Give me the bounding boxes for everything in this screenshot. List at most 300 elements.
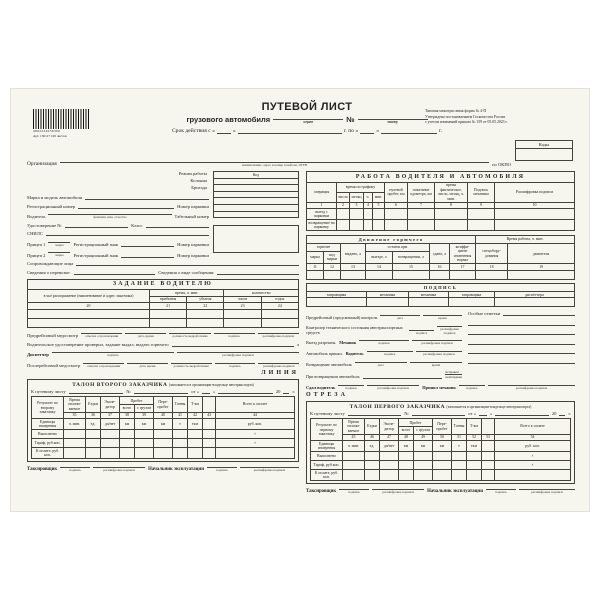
fuel-cell[interactable] bbox=[341, 270, 366, 279]
exit-allowed-label: Выезд разрешен. bbox=[306, 340, 337, 346]
pay-cell[interactable] bbox=[120, 448, 135, 459]
talon2-month-field[interactable] bbox=[218, 391, 273, 394]
rate-cell[interactable] bbox=[452, 461, 467, 470]
done-cell[interactable] bbox=[86, 430, 101, 439]
talon1-month-field[interactable] bbox=[495, 413, 549, 416]
col-dispatcher: диспетчера bbox=[495, 292, 575, 298]
post-med-sign-field[interactable] bbox=[215, 361, 256, 368]
work-cell[interactable] bbox=[385, 209, 408, 220]
done-cell[interactable] bbox=[120, 430, 135, 439]
unit-cell: руб. коп. bbox=[216, 419, 295, 430]
pre-med-position-field[interactable] bbox=[169, 331, 210, 338]
done-cell[interactable] bbox=[467, 452, 482, 461]
talon1-year-label: 20 bbox=[551, 411, 557, 417]
pay-cell[interactable] bbox=[380, 470, 399, 481]
class-label: Класс bbox=[131, 222, 143, 228]
pre-med-mark-field[interactable] bbox=[81, 331, 122, 338]
work-cell[interactable] bbox=[364, 220, 373, 231]
col-pay: Всего к оплате bbox=[495, 419, 571, 434]
rate-cell[interactable] bbox=[64, 439, 86, 448]
kod-table bbox=[213, 171, 299, 218]
rate-cell[interactable] bbox=[399, 461, 414, 470]
rate-cell[interactable] bbox=[173, 439, 188, 448]
fuel-cell[interactable] bbox=[508, 270, 575, 279]
work-cell[interactable] bbox=[364, 209, 373, 220]
task-sub-hours: часов bbox=[224, 296, 261, 302]
col-num: 23 bbox=[224, 303, 261, 309]
kod-cell[interactable] bbox=[214, 204, 299, 211]
controller-label: Контролер технического состояния автотранспортных средств bbox=[306, 324, 403, 335]
on-return-field[interactable] bbox=[363, 376, 443, 379]
done-cell[interactable] bbox=[64, 430, 86, 439]
col-tkm: Т-км bbox=[188, 397, 203, 412]
subtitle-label: грузового автомобиля bbox=[186, 115, 271, 124]
done-cell[interactable] bbox=[188, 430, 203, 439]
pre-med-date-field[interactable] bbox=[125, 331, 166, 338]
validity-day-to-field[interactable] bbox=[360, 131, 374, 134]
pay-cell[interactable] bbox=[467, 470, 482, 481]
trailer2-brand-field[interactable] bbox=[48, 250, 70, 257]
work-cell[interactable] bbox=[385, 220, 408, 231]
talon1-sheet-field[interactable] bbox=[348, 413, 402, 416]
talon-first-customer bbox=[306, 401, 575, 484]
work-cell[interactable] bbox=[373, 220, 385, 231]
accepted-dec-field[interactable] bbox=[416, 349, 462, 356]
notes-field[interactable] bbox=[503, 313, 575, 316]
col-returned: сдано, л bbox=[430, 244, 450, 264]
pay-cell[interactable] bbox=[101, 448, 120, 459]
task-cell[interactable] bbox=[149, 309, 186, 318]
driver-caption: фамилия, имя, отчество bbox=[93, 215, 127, 220]
sig-cell[interactable] bbox=[367, 298, 409, 307]
unit-cell: ед. bbox=[365, 441, 380, 452]
fuel-table bbox=[306, 235, 575, 280]
transport-info-field[interactable] bbox=[74, 272, 156, 275]
post-med-dec-field[interactable] bbox=[258, 361, 299, 368]
pay-cell[interactable] bbox=[188, 448, 203, 459]
done-cell[interactable] bbox=[482, 452, 495, 461]
fuel-cell[interactable] bbox=[307, 270, 324, 279]
col-exp: Экспе- дитор bbox=[101, 397, 120, 412]
done-cell[interactable] bbox=[154, 430, 173, 439]
col-num: 5 bbox=[373, 202, 385, 208]
talon2-day-field[interactable] bbox=[202, 391, 210, 394]
row-units-label: Единицы измерения bbox=[311, 441, 343, 452]
snils-field[interactable] bbox=[46, 233, 209, 236]
col-num: 43 bbox=[203, 412, 216, 418]
not-ok-option[interactable]: неисправен bbox=[445, 375, 463, 380]
work-cell[interactable] bbox=[495, 220, 575, 231]
chief-label: Начальник эксплуатации bbox=[427, 489, 483, 495]
done-cell[interactable] bbox=[433, 452, 452, 461]
unit-cell: ч. мин. bbox=[343, 441, 365, 452]
fuel-cell[interactable] bbox=[450, 270, 476, 279]
pay-cell[interactable] bbox=[203, 448, 216, 459]
sublabel-sign: подпись bbox=[345, 385, 357, 390]
task-cell[interactable] bbox=[187, 309, 224, 318]
tab-number-label: Табельный номер bbox=[174, 214, 209, 220]
work-cell[interactable] bbox=[468, 220, 495, 231]
work-cell[interactable] bbox=[495, 209, 575, 220]
rate-cell[interactable] bbox=[433, 461, 452, 470]
pay-cell[interactable] bbox=[399, 470, 414, 481]
row-pay-label: К оплате, руб. коп. bbox=[32, 448, 64, 459]
fuel-cell[interactable] bbox=[366, 270, 393, 279]
sig-cell[interactable] bbox=[495, 298, 575, 307]
task-cell[interactable] bbox=[261, 318, 298, 327]
done-cell[interactable] bbox=[343, 452, 365, 461]
cut-line-label-left: ЛИНИЯ bbox=[261, 369, 299, 376]
escort-field[interactable] bbox=[76, 263, 299, 266]
rate-cell[interactable] bbox=[154, 439, 173, 448]
pay-cell[interactable] bbox=[216, 448, 295, 459]
pay-cell[interactable] bbox=[482, 470, 495, 481]
col-num: 47 bbox=[380, 434, 399, 440]
special-notes-label: Особые отметки bbox=[468, 311, 501, 317]
controller-sign-field[interactable] bbox=[409, 328, 434, 335]
controller-dec-field[interactable] bbox=[437, 324, 462, 335]
barcode-digits: 4602224056390 bbox=[33, 129, 61, 133]
col-tons: Тонны bbox=[173, 397, 188, 412]
notes-line[interactable] bbox=[468, 354, 575, 364]
pay-cell[interactable] bbox=[433, 470, 452, 481]
work-cell[interactable] bbox=[373, 209, 385, 220]
validity-day-from-field[interactable] bbox=[217, 131, 231, 134]
fuel-cell[interactable] bbox=[324, 270, 341, 279]
unit-cell: км bbox=[154, 419, 173, 430]
exit-dec-field[interactable] bbox=[412, 338, 462, 345]
col-run-total: всего bbox=[399, 427, 414, 435]
accepted-driver-label: Водитель bbox=[345, 351, 364, 357]
col-num: 37 bbox=[101, 412, 120, 418]
unit-cell: км bbox=[433, 441, 452, 452]
fuel-cell[interactable] bbox=[393, 270, 430, 279]
kod-cell[interactable] bbox=[214, 178, 299, 185]
rate-cell[interactable] bbox=[101, 439, 120, 448]
talon1-note: (заполняется в организации-владельце автотранспорта) bbox=[446, 404, 532, 409]
pay-cell[interactable] bbox=[452, 470, 467, 481]
done-cell[interactable] bbox=[101, 430, 120, 439]
kod-cell[interactable] bbox=[214, 198, 299, 205]
exit-sign-field[interactable] bbox=[359, 338, 409, 345]
sig-cell[interactable] bbox=[307, 298, 367, 307]
done-cell[interactable] bbox=[380, 452, 399, 461]
done-cell[interactable] bbox=[365, 452, 380, 461]
sub-brand-code: код марки bbox=[324, 251, 341, 264]
work-cell[interactable] bbox=[408, 220, 435, 231]
pre-control-time-field[interactable] bbox=[423, 313, 462, 320]
sublabel-position: должность медработника bbox=[173, 363, 209, 368]
task-sub-rides: ездок bbox=[261, 296, 298, 302]
notes-line[interactable] bbox=[468, 316, 575, 326]
talon2-table bbox=[31, 396, 295, 459]
task-cell[interactable] bbox=[224, 318, 261, 327]
rate-cell[interactable] bbox=[120, 439, 135, 448]
talon2-year-field[interactable] bbox=[283, 391, 289, 394]
sublabel-dec: расшифровка подписи bbox=[421, 341, 453, 346]
chief-dec-field[interactable] bbox=[240, 465, 299, 472]
work-cell[interactable] bbox=[350, 220, 364, 231]
rate-cell[interactable] bbox=[482, 461, 495, 470]
unit-cell: руб. коп. bbox=[495, 441, 571, 452]
reg-znak1-field[interactable] bbox=[121, 244, 174, 247]
condition-choice[interactable] bbox=[445, 370, 462, 379]
special-notes-block bbox=[468, 309, 575, 379]
number-caption: номер bbox=[387, 119, 398, 124]
task-cell[interactable] bbox=[28, 309, 150, 318]
sublabel-position: должность медработника bbox=[172, 334, 208, 339]
rate-cell[interactable] bbox=[203, 439, 216, 448]
col-time: Время оплачи- ваемое bbox=[64, 397, 86, 412]
return-time-field[interactable] bbox=[410, 360, 462, 367]
ok-option[interactable]: исправен bbox=[445, 370, 462, 375]
rate-cell[interactable] bbox=[365, 461, 380, 470]
taksir-sign-field[interactable] bbox=[60, 465, 90, 472]
task-col-customer: в чье распоряжение (наименование и адрес заказчика) bbox=[28, 290, 150, 303]
task-cell[interactable] bbox=[261, 309, 298, 318]
col-num: 45 bbox=[343, 434, 365, 440]
kod-cell[interactable] bbox=[214, 185, 299, 192]
col-num: 40 bbox=[154, 412, 173, 418]
fuel-give-field[interactable] bbox=[172, 344, 294, 347]
sig-cell[interactable] bbox=[449, 298, 495, 307]
rate-cell[interactable] bbox=[135, 439, 154, 448]
sublabel-dec: расшифровка подписи bbox=[262, 363, 295, 368]
car-model-label: Марка и модель автомобиля bbox=[27, 195, 83, 201]
work-table bbox=[306, 171, 575, 231]
notes-line[interactable] bbox=[468, 326, 575, 336]
col-num: 44 bbox=[216, 412, 295, 418]
fuel-cell[interactable] bbox=[430, 270, 450, 279]
row-return-label: возвращение на парковку bbox=[308, 220, 335, 230]
col-spec: спецобору- дования bbox=[476, 244, 508, 264]
form-type-line: Типовая межотраслевая форма № 4-П bbox=[425, 109, 487, 113]
done-cell[interactable] bbox=[173, 430, 188, 439]
chief-sign-field[interactable] bbox=[486, 487, 516, 494]
form-approval-note bbox=[425, 109, 573, 126]
mode-label: Режим работы bbox=[178, 171, 207, 176]
rate-cell[interactable] bbox=[86, 439, 101, 448]
pay-cell[interactable] bbox=[414, 470, 433, 481]
sublabel-dec: расшифровка подписи bbox=[377, 385, 409, 390]
kod-cell[interactable] bbox=[214, 211, 299, 218]
reg-number-field[interactable] bbox=[78, 206, 174, 209]
task-cell[interactable] bbox=[224, 309, 261, 318]
work-cell[interactable] bbox=[408, 209, 435, 220]
dispatcher-dec-field[interactable] bbox=[177, 350, 299, 357]
talon1-g-label: г. bbox=[568, 411, 571, 417]
reg-number-label: Регистрационный номер bbox=[27, 203, 76, 209]
pre-med-sign-field[interactable] bbox=[214, 331, 255, 338]
validity-text-1: Срок действия с « bbox=[171, 128, 215, 134]
talon1-title: ТАЛОН ПЕРВОГО ЗАКАЗЧИКА bbox=[349, 403, 446, 410]
okpo-code-cell[interactable] bbox=[516, 149, 572, 160]
talon1-day-field[interactable] bbox=[479, 413, 487, 416]
took-sign-field[interactable] bbox=[459, 383, 485, 390]
col-run-loaded: с грузом bbox=[135, 405, 154, 413]
unit-cell: ед. bbox=[86, 419, 101, 430]
talon-second-customer bbox=[27, 379, 299, 462]
talon1-to-label: К путевому листу bbox=[310, 411, 345, 417]
exit-mechanic-label: Механик bbox=[339, 340, 357, 346]
took-dec-field[interactable] bbox=[488, 383, 575, 390]
rate-cell[interactable] bbox=[188, 439, 203, 448]
transport-info-label: Сведения о перевозке: bbox=[27, 269, 71, 275]
task-cell[interactable] bbox=[149, 318, 186, 327]
dispatcher-label: Диспетчер bbox=[27, 352, 49, 358]
col-num: 36 bbox=[86, 412, 101, 418]
pay-cell[interactable] bbox=[365, 470, 380, 481]
pay-cell[interactable] bbox=[495, 470, 571, 481]
return-date-field[interactable] bbox=[355, 360, 407, 367]
task-col-qty: количество bbox=[224, 290, 299, 296]
pay-cell[interactable] bbox=[86, 448, 101, 459]
pay-cell[interactable] bbox=[154, 448, 173, 459]
work-cell[interactable] bbox=[337, 209, 350, 220]
validity-month-to-field[interactable] bbox=[381, 131, 437, 134]
validity-month-from-field[interactable] bbox=[238, 131, 342, 134]
sublabel-date: дата bbox=[377, 362, 384, 367]
pre-med-dec-field[interactable] bbox=[258, 331, 299, 338]
work-cell[interactable] bbox=[435, 220, 468, 231]
chief-sign-field[interactable] bbox=[207, 465, 237, 472]
reg-znak1-label: Регистрационный знак bbox=[73, 241, 119, 247]
task-cell[interactable] bbox=[28, 318, 150, 327]
unit-cell: км bbox=[120, 419, 135, 430]
done-cell[interactable] bbox=[135, 430, 154, 439]
accepted-sign-field[interactable] bbox=[367, 349, 413, 356]
work-title: РАБОТА ВОДИТЕЛЯ И АВТОМОБИЛЯ bbox=[307, 172, 575, 183]
organization-field[interactable] bbox=[60, 160, 489, 167]
taksir-dec-field[interactable] bbox=[372, 487, 424, 494]
unit-cell: км bbox=[135, 419, 154, 430]
post-med-label: Послерейсовый медосмотр bbox=[27, 362, 81, 368]
chief-dec-field[interactable] bbox=[519, 487, 575, 494]
col-num: 24 bbox=[261, 303, 298, 309]
talon1-number-field[interactable] bbox=[412, 413, 466, 416]
dispatcher-sign-field[interactable] bbox=[52, 350, 174, 357]
work-cell[interactable] bbox=[435, 209, 468, 220]
page-title: ПУТЕВОЙ ЛИСТ bbox=[261, 101, 353, 113]
work-cell[interactable] bbox=[337, 220, 350, 231]
col-exp: Экспе- дитор bbox=[380, 419, 399, 434]
notes-line[interactable] bbox=[468, 345, 575, 355]
row-rate-label: Тариф, руб.коп. bbox=[311, 461, 343, 470]
column-label: Колонна bbox=[190, 177, 207, 183]
fuel-cell[interactable] bbox=[476, 270, 508, 279]
col-run: Пробег bbox=[120, 397, 154, 405]
pre-med-label: Предрейсовый медосмотр bbox=[27, 333, 79, 339]
done-cell[interactable] bbox=[452, 452, 467, 461]
escort-label: Сопровождающие лица bbox=[27, 261, 74, 266]
col-num: 39 bbox=[135, 412, 154, 418]
talon1-ot-label: от « bbox=[468, 411, 476, 417]
driver-name-field[interactable] bbox=[48, 212, 171, 219]
talon2-number-field[interactable] bbox=[134, 391, 189, 394]
x-mark: × bbox=[495, 461, 571, 470]
col-blank bbox=[482, 419, 495, 434]
pay-cell[interactable] bbox=[173, 448, 188, 459]
col-num: 4 bbox=[364, 202, 373, 208]
x-mark: × bbox=[216, 439, 295, 448]
taksir-dec-field[interactable] bbox=[93, 465, 145, 472]
unit-cell: да/нет bbox=[101, 419, 120, 430]
task-cell[interactable] bbox=[187, 318, 224, 327]
col-run-loaded: с грузом bbox=[414, 427, 433, 435]
rate-cell[interactable] bbox=[343, 461, 365, 470]
col-run-total: всего bbox=[120, 405, 135, 413]
post-med-mark-field[interactable] bbox=[83, 361, 124, 368]
fuel-title: Движение горючего bbox=[307, 236, 476, 244]
x-mark: × bbox=[216, 430, 295, 439]
post-med-date-field[interactable] bbox=[127, 361, 168, 368]
trailer1-label: Прицеп 1 bbox=[27, 241, 46, 247]
trailer-brand-caption: марка bbox=[55, 242, 64, 247]
trailer1-brand-field[interactable] bbox=[48, 240, 70, 247]
gave-dec-field[interactable] bbox=[367, 383, 419, 390]
form-approved-line: Утверждена постановлением Госкомстата России bbox=[425, 114, 506, 119]
message-info-field[interactable] bbox=[217, 272, 299, 275]
class-field[interactable] bbox=[146, 225, 209, 228]
gave-sign-field[interactable] bbox=[338, 383, 364, 390]
number-sign: № bbox=[346, 115, 355, 124]
post-med-position-field[interactable] bbox=[171, 361, 212, 368]
unit-cell: км bbox=[399, 441, 414, 452]
pay-cell[interactable] bbox=[343, 470, 365, 481]
talon1-no-label: № bbox=[404, 411, 409, 417]
work-cell[interactable] bbox=[468, 209, 495, 220]
license-field[interactable] bbox=[65, 225, 128, 228]
pay-cell[interactable] bbox=[64, 448, 86, 459]
col-sign-dec: Расшифровка подписи bbox=[495, 182, 575, 202]
done-cell[interactable] bbox=[399, 452, 414, 461]
sublabel-mark: отметка о прохождении bbox=[85, 334, 119, 339]
col-num: 46 bbox=[365, 434, 380, 440]
done-cell[interactable] bbox=[203, 430, 216, 439]
sig-cell[interactable] bbox=[409, 298, 449, 307]
pre-control-date-field[interactable] bbox=[380, 313, 419, 320]
taksir-sign-field[interactable] bbox=[339, 487, 369, 494]
col-num: 50 bbox=[433, 434, 452, 440]
rate-cell[interactable] bbox=[414, 461, 433, 470]
rate-cell[interactable] bbox=[467, 461, 482, 470]
sublabel-sign: подпись bbox=[348, 490, 360, 495]
pay-cell[interactable] bbox=[135, 448, 154, 459]
kod-cell[interactable] bbox=[214, 191, 299, 198]
work-cell[interactable] bbox=[350, 209, 364, 220]
col-mechanic2: механика bbox=[409, 292, 449, 298]
col-mech-sign: Подпись механика bbox=[468, 182, 495, 202]
number-field[interactable] bbox=[358, 117, 428, 124]
waybill-form-page bbox=[10, 88, 590, 512]
notes-line[interactable] bbox=[468, 335, 575, 345]
series-field[interactable] bbox=[273, 117, 343, 124]
talon1-year-field[interactable] bbox=[559, 413, 565, 416]
sublabel-sign: подпись bbox=[229, 363, 241, 368]
done-cell[interactable] bbox=[414, 452, 433, 461]
car-model-field[interactable] bbox=[85, 197, 209, 200]
col-fueler: заправщика bbox=[307, 292, 367, 298]
col-num: 53 bbox=[482, 434, 495, 440]
rate-cell[interactable] bbox=[380, 461, 399, 470]
sublabel-sign: подпись bbox=[216, 468, 228, 473]
talon2-sheet-field[interactable] bbox=[69, 391, 124, 394]
reg-znak2-field[interactable] bbox=[121, 255, 174, 258]
sub-back: возвращении, л bbox=[393, 251, 430, 264]
kod-header: Код bbox=[214, 172, 299, 179]
unit-cell: ткм bbox=[467, 441, 482, 452]
col-num: 17 bbox=[450, 264, 476, 270]
